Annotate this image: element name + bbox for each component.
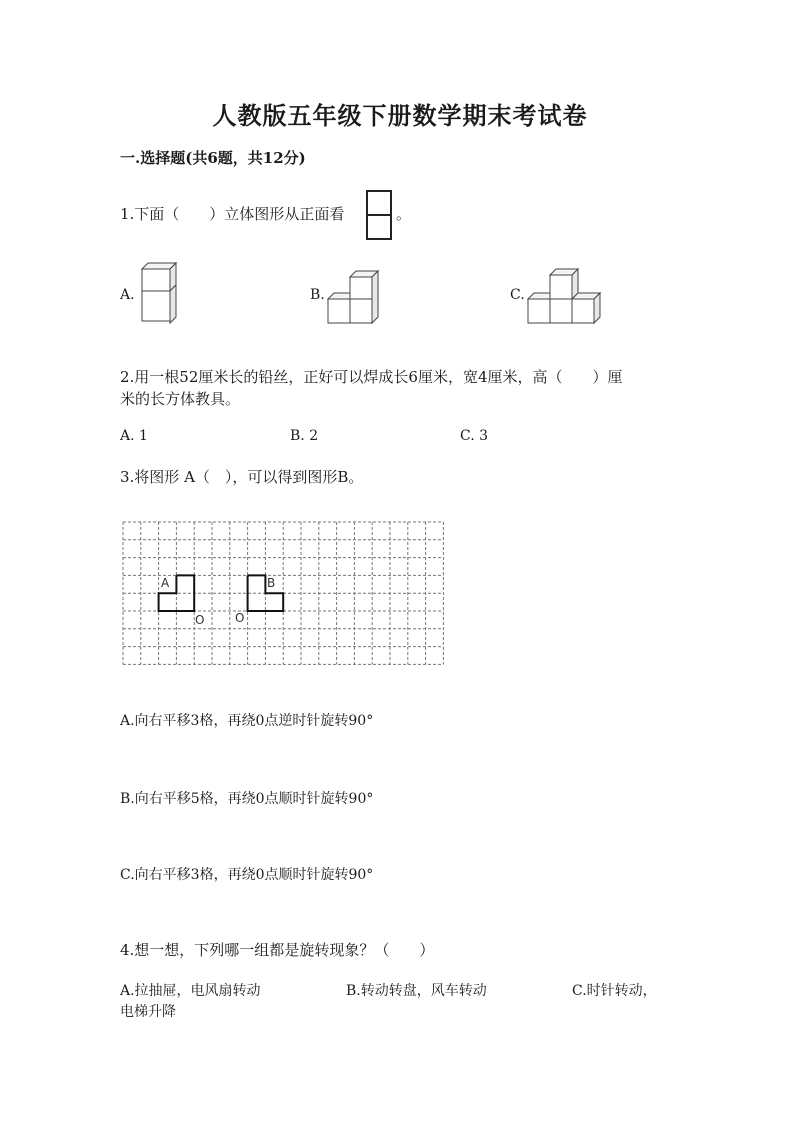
q1-option-b-cubes — [326, 270, 382, 326]
page-title: 人教版五年级下册数学期末考试卷 — [212, 101, 588, 130]
question-1-stem-text: 1.下面（ ）立体图形从正面看 — [120, 205, 345, 223]
q3-option-a: A.向右平移3格，再绕0点逆时针旋转90° — [120, 713, 374, 729]
q1-option-c-label: C. — [510, 287, 525, 303]
question-1-stem-end: 。 — [396, 205, 412, 223]
q4-option-b: B.转动转盘，风车转动 — [346, 983, 487, 999]
q3-option-b: B.向右平移5格，再绕0点顺时针旋转90° — [120, 791, 374, 807]
grid-figure — [122, 521, 446, 667]
front-view-square-bottom — [367, 215, 391, 239]
section-heading: 一.选择题(共6题，共12分) — [120, 149, 306, 167]
question-4-stem: 4.想一想，下列哪一组都是旋转现象？（ ） — [120, 941, 435, 959]
q1-option-a-cubes — [138, 262, 180, 324]
q3-option-c: C.向右平移3格，再绕0点顺时针旋转90° — [120, 867, 374, 883]
q2-option-c: C. 3 — [460, 428, 489, 444]
q4-option-c: C.时针转动， — [572, 983, 657, 999]
question-2-stem-line2: 米的长方体教具。 — [120, 390, 241, 408]
q1-option-c-cubes — [526, 268, 604, 326]
q4-option-a: A.拉抽屉，电风扇转动 — [120, 983, 261, 999]
label-o2: O — [235, 611, 245, 625]
q2-option-a: A. 1 — [120, 428, 148, 444]
question-2-stem-line1: 2.用一根52厘米长的铅丝，正好可以焊成长6厘米，宽4厘米，高（ ）厘 — [120, 368, 623, 386]
front-view-figure — [366, 190, 392, 240]
figure-b — [248, 575, 284, 611]
q4-option-c-wrap: 电梯升降 — [120, 1004, 176, 1020]
front-view-square-top — [367, 191, 391, 215]
question-3-stem: 3.将图形 A（ ），可以得到图形B。 — [120, 468, 364, 486]
q2-option-b: B. 2 — [290, 428, 319, 444]
question-1-stem — [120, 203, 344, 225]
q1-option-b-label: B. — [310, 287, 325, 303]
label-b: B — [267, 576, 276, 590]
label-o1: O — [195, 613, 205, 627]
q1-option-a-label: A. — [120, 287, 135, 303]
label-a: A — [161, 576, 170, 590]
